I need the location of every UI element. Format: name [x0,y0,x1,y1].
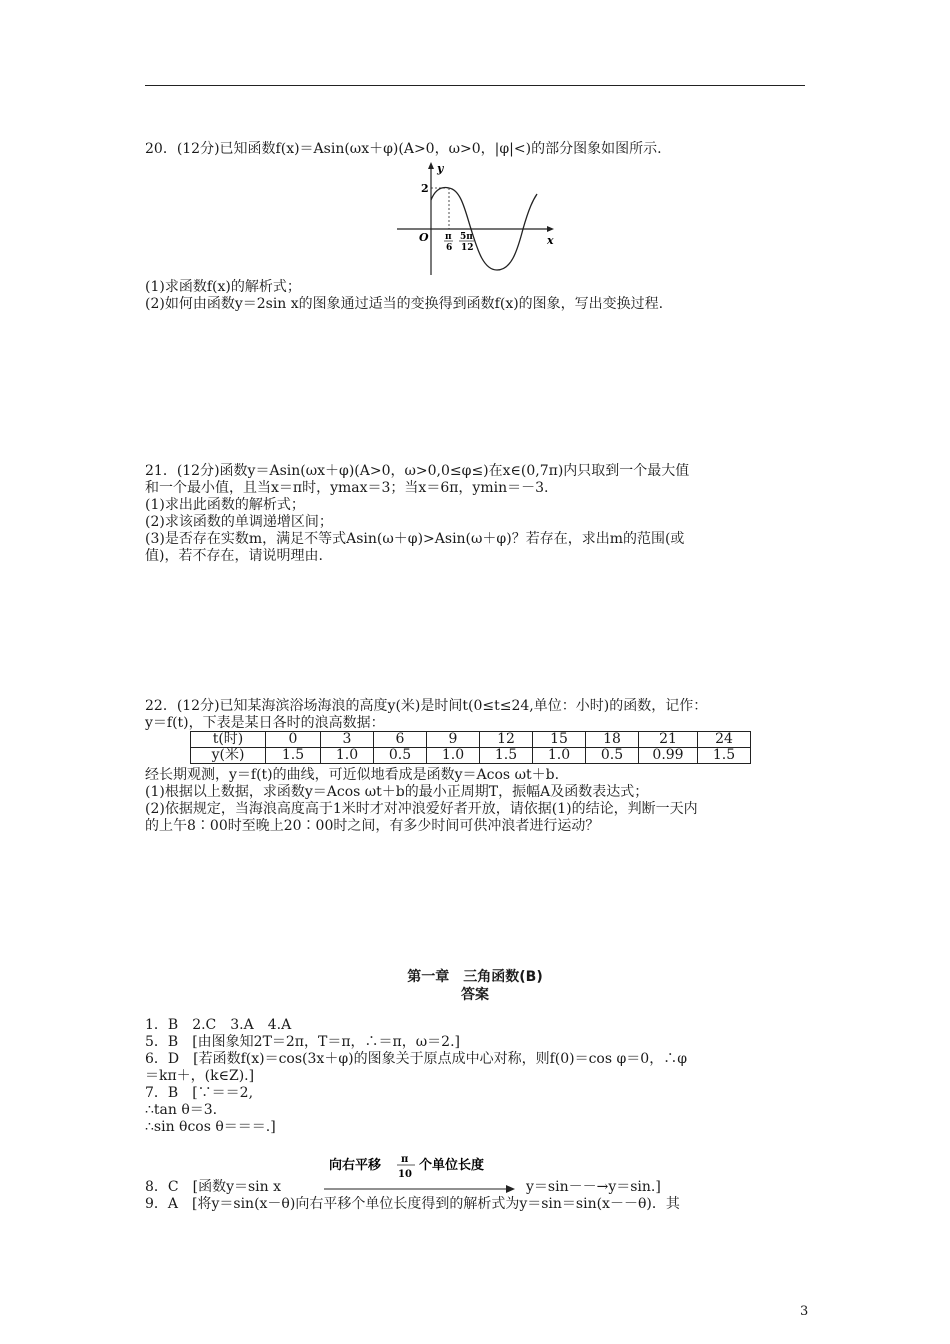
q22-stem-2: y＝f(t)，下表是某日各时的浪高数据： [145,715,385,731]
table-cell: 24 [698,732,751,748]
q21-sub2: (2)求该函数的单调递增区间； [145,514,333,530]
table-cell: 12 [480,732,533,748]
answers-title: 第一章 三角函数(B) [407,969,543,985]
answer-9: 9．A [将y＝sin(x－θ)向右平移个单位长度得到的解析式为y＝sin＝sin(x－－θ)．其 [145,1196,680,1212]
table-cell: 0.99 [639,748,698,764]
q20-sub1: (1)求函数f(x)的解析式； [145,279,301,295]
table-cell: t(时) [191,732,266,748]
long-arrow [320,1183,520,1195]
answer-1-4: 1．B 2.C 3.A 4.A [145,1017,292,1033]
table-row-time [191,732,751,748]
table-cell: 0.5 [586,748,639,764]
table-cell: 3 [321,732,374,748]
table-cell: 9 [427,732,480,748]
shift-text: 向右平移 [329,1158,382,1173]
q20-sub2: (2)如何由函数y＝2sin x的图象通过适当的变换得到函数f(x)的图象，写出变换过程. [145,296,664,312]
table-cell: 1.0 [321,748,374,764]
q22-sub2-cont: 的上午8∶00时至晚上20∶00时之间，有多少时间可供冲浪者进行运动？ [145,818,600,834]
table-cell: 21 [639,732,698,748]
tick1-num: π [445,232,452,242]
q22-sub2: (2)依据规定，当海浪高度高于1米时才对冲浪爱好者开放，请依据(1)的结论，判断一天内 [145,801,698,817]
table-cell: 1.0 [533,748,586,764]
shift-suffix: 个单位长度 [419,1158,485,1173]
answers-subtitle: 答案 [461,987,489,1003]
answer-6-cont: ＝kπ＋，(k∈Z).] [145,1068,255,1084]
y-tick-2: 2 [421,182,429,195]
table-cell: 1.0 [427,748,480,764]
q21-sub1: (1)求出此函数的解析式； [145,497,305,513]
y-axis-arrow [428,162,434,169]
table-cell: 1.5 [480,748,533,764]
y-axis-label: y [437,162,444,175]
table-cell: 18 [586,732,639,748]
tick2-den: 12 [461,243,474,253]
answer-5: 5．B [由图象知2T＝2π，T＝π，∴＝π，ω＝2.] [145,1034,460,1050]
table-cell: 1.5 [266,748,321,764]
q20-stem: 20．(12分)已知函数f(x)＝Asin(ωx＋φ)(A>0，ω>0，|φ|<)的部分图象如图所示. [145,141,662,157]
table-cell: 6 [374,732,427,748]
answer-7-b: ∴tan θ＝3. [145,1102,218,1118]
wave-height-table [190,731,751,764]
answer-8: 8．C [函数y＝sin x [145,1179,282,1195]
q22-sub1: (1)根据以上数据，求函数y＝Acos ωt＋b的最小正周期T，振幅A及函数表达式； [145,784,649,800]
q20-graph [395,160,560,280]
x-axis-arrow [547,226,554,232]
page-number: 3 [800,1304,809,1319]
header-rule [145,85,805,86]
table-cell: 0 [266,732,321,748]
tick1-den: 6 [446,243,453,253]
origin-label: O [419,231,429,244]
table-cell: 0.5 [374,748,427,764]
table-row-height [191,748,751,764]
q21-sub3: (3)是否存在实数m，满足不等式Asin(ω＋φ)>Asin(ω＋φ)？若存在，求出m的范围(或 [145,531,685,547]
x-axis-label: x [547,234,554,247]
q21-sub3-cont: 值)，若不存在，请说明理由. [145,548,323,564]
answer-8-result: y＝sin－－→y＝sin.] [526,1179,661,1195]
q22-observation: 经长期观测，y＝f(t)的曲线，可近似地看成是函数y＝Acos ωt＋b. [145,767,560,783]
q22-stem: 22．(12分)已知某海滨浴场海浪的高度y(米)是时间t(0≤t≤24,单位：小时)的函数，记作： [145,698,708,714]
answer-6: 6．D [若函数f(x)＝cos(3x＋φ)的图象关于原点成中心对称，则f(0)＝cos φ＝0，∴φ [145,1051,688,1067]
table-cell: y(米) [191,748,266,764]
answer-7-c: ∴sin θcos θ＝＝＝.] [145,1119,276,1135]
shift-den: 10 [398,1169,412,1180]
answer-7: 7．B [∵＝＝2, [145,1085,254,1101]
tick2-num: 5π [460,232,473,242]
q21-stem-2: 和一个最小值，且当x＝π时，ymax＝3；当x＝6π，ymin＝－3. [145,480,549,496]
table-cell: 15 [533,732,586,748]
table-cell: 1.5 [698,748,751,764]
q21-stem: 21．(12分)函数y＝Asin(ωx＋φ)(A>0，ω>0,0≤φ≤)在x∈(0,7π)内只取到一个最大值 [145,463,690,479]
shift-num: π [401,1154,409,1165]
